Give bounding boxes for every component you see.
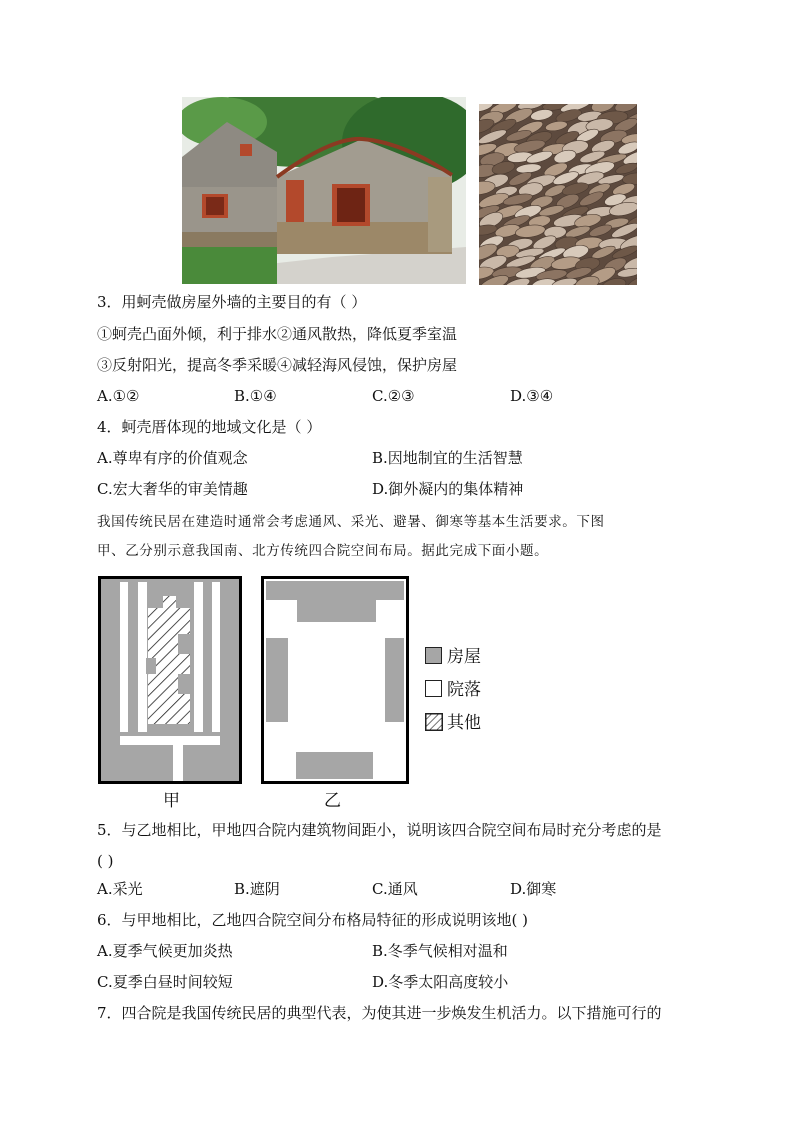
question-6-option-d: D.冬季太阳高度较小 bbox=[372, 973, 509, 991]
question-4-option-d: D.御外凝内的集体精神 bbox=[372, 480, 524, 498]
question-3-option-c: C.②③ bbox=[372, 387, 415, 405]
courtyard-diagram-yi bbox=[261, 576, 409, 784]
legend-label-yard: 院落 bbox=[447, 680, 481, 700]
legend-label-other: 其他 bbox=[447, 713, 481, 733]
question-5-option-a: A.采光 bbox=[97, 880, 143, 898]
legend-swatch-yard bbox=[425, 680, 442, 697]
question-4-stem: 4．蚵壳厝体现的地域文化是（ ） bbox=[97, 418, 322, 436]
question-6-option-a: A.夏季气候更加炎热 bbox=[97, 942, 233, 960]
oyster-shell-texture-photo bbox=[479, 104, 637, 285]
question-3-stem: 3．用蚵壳做房屋外墙的主要目的有（ ） bbox=[97, 293, 367, 311]
intro-line-1: 我国传统民居在建造时通常会考虑通风、采光、避暑、御寒等基本生活要求。下图 bbox=[97, 514, 605, 530]
question-6-option-b: B.冬季气候相对温和 bbox=[372, 942, 508, 960]
question-4-option-c: C.宏大奢华的审美情趣 bbox=[97, 480, 248, 498]
question-6-stem: 6．与甲地相比，乙地四合院空间分布格局特征的形成说明该地( ) bbox=[97, 911, 529, 929]
question-5-option-b: B.遮阴 bbox=[234, 880, 280, 898]
legend-label-house: 房屋 bbox=[447, 647, 481, 667]
courtyard-diagram-jia bbox=[98, 576, 242, 784]
question-5-stem-continued: ( ) bbox=[97, 852, 114, 870]
question-3-option-d: D.③④ bbox=[510, 387, 554, 405]
oyster-shell-house-photo bbox=[182, 97, 466, 284]
diagram-label-jia: 甲 bbox=[163, 791, 180, 811]
question-7-stem: 7．四合院是我国传统民居的典型代表，为使其进一步焕发生机活力。以下措施可行的 bbox=[97, 1004, 662, 1022]
question-6-option-c: C.夏季白昼时间较短 bbox=[97, 973, 233, 991]
question-4-option-a: A.尊卑有序的价值观念 bbox=[97, 449, 248, 467]
question-5-stem: 5．与乙地相比，甲地四合院内建筑物间距小，说明该四合院空间布局时充分考虑的是 bbox=[97, 821, 662, 839]
question-3-option-b: B.①④ bbox=[234, 387, 277, 405]
question-3-statements-line-2: ③反射阳光，提高冬季采暖④减轻海风侵蚀，保护房屋 bbox=[97, 356, 458, 374]
intro-line-2: 甲、乙分别示意我国南、北方传统四合院空间布局。据此完成下面小题。 bbox=[97, 543, 549, 559]
legend-swatch-house bbox=[425, 647, 442, 664]
question-5-option-c: C.通风 bbox=[372, 880, 418, 898]
diagram-label-yi: 乙 bbox=[324, 791, 341, 811]
question-3-statements-line-1: ①蚵壳凸面外倾，利于排水②通风散热，降低夏季室温 bbox=[97, 325, 458, 343]
question-3-option-a: A.①② bbox=[97, 387, 140, 405]
question-5-option-d: D.御寒 bbox=[510, 880, 557, 898]
question-4-option-b: B.因地制宜的生活智慧 bbox=[372, 449, 523, 467]
legend-swatch-other bbox=[425, 713, 443, 731]
